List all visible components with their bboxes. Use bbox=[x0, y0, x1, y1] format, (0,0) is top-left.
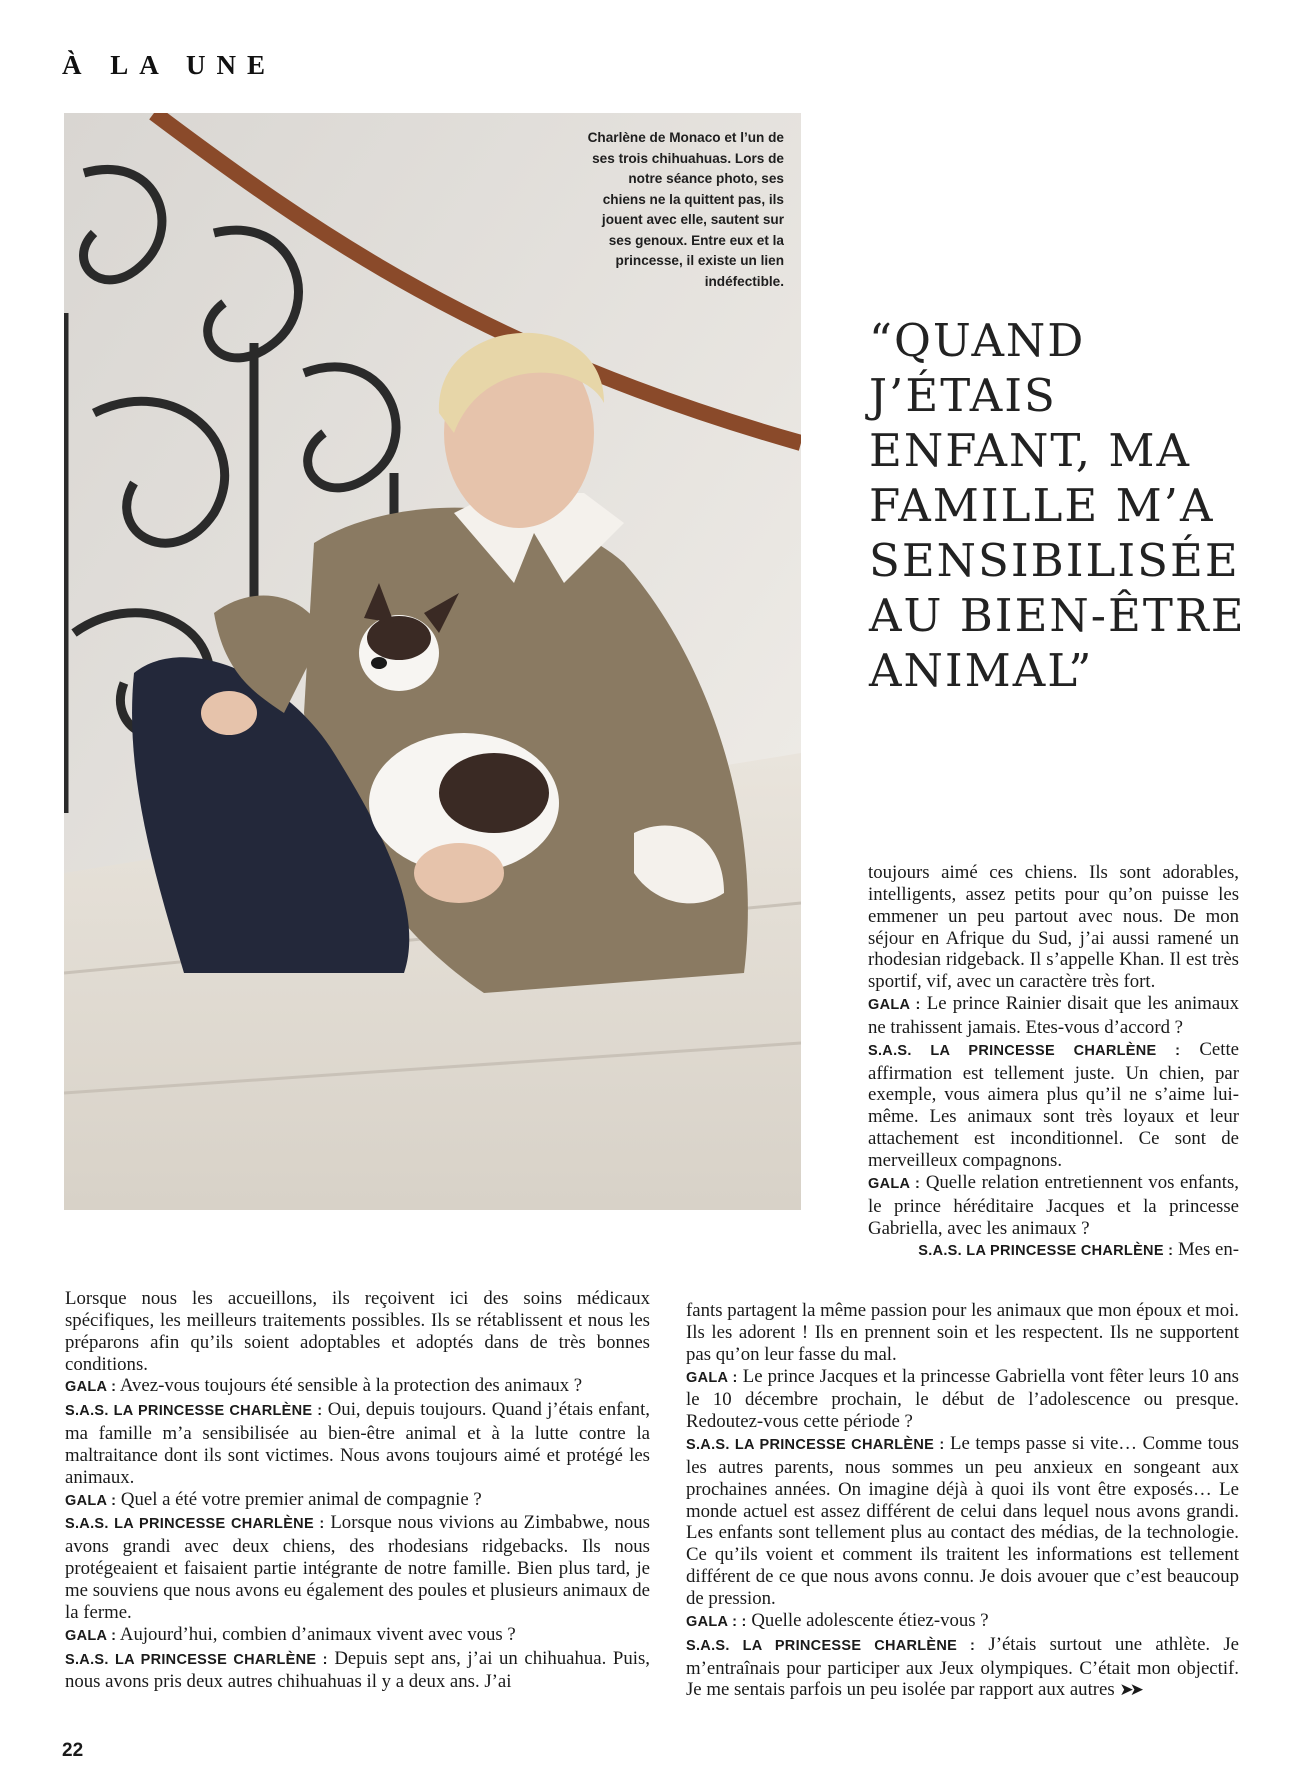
continue-arrow-icon: ➤➤ bbox=[1119, 1680, 1140, 1701]
interview-question: GALA : Le prince Jacques et la princesse Gabriella vont fêter leurs 10 ans le 10 décembre prochain, le début de l’adolescence ou presque. Redoutez-vous cette période ? bbox=[686, 1365, 1239, 1433]
gala-label: GALA : bbox=[868, 1175, 921, 1192]
photo-caption: Charlène de Monaco et l’un de ses trois chihuahuas. Lors de notre séance photo, ses chiens ne la quittent pas, ils jouent avec elle, sautent sur ses genoux. Entre eux et la princesse, il existe un lien indéfectible. bbox=[587, 130, 784, 289]
princess-label: S.A.S. LA PRINCESSE CHARLÈNE : bbox=[918, 1243, 1174, 1260]
gala-label: GALA : bbox=[686, 1369, 738, 1386]
princess-label: S.A.S. LA PRINCESSE CHARLÈNE : bbox=[686, 1637, 976, 1654]
interview-answer: S.A.S. LA PRINCESSE CHARLÈNE : J’étais surtout une athlète. Je m’entraînais pour participer aux Jeux olympiques. C’était mon objectif. Je me sentais parfois un peu isolée par rapport aux autres ➤➤ bbox=[686, 1633, 1239, 1701]
princess-label: S.A.S. LA PRINCESSE CHARLÈNE : bbox=[868, 1042, 1181, 1059]
interview-question: GALA : Aujourd’hui, combien d’animaux vivent avec vous ? bbox=[65, 1623, 516, 1645]
princess-label: S.A.S. LA PRINCESSE CHARLÈNE : bbox=[65, 1516, 325, 1533]
interview-answer: S.A.S. LA PRINCESSE CHARLÈNE : Le temps passe si vite… Comme tous les autres parents, nous sommes un peu anxieux en songeant aux prochaines années. On imagine déjà à quoi ils vont être exposés… Le monde actuel est assez différent de celui dans lequel nous avons grandi. Les enfants sont tellement plus au contact des médias, de la technologie. Ce qu’ils voient et comment ils traitent les informations est tellement différent de ce que nous avons connu. Je dois avouer que c’est beaucoup de pression. bbox=[686, 1433, 1239, 1609]
page-number: 22 bbox=[62, 1740, 84, 1761]
interview-question: GALA : Quelle relation entretiennent vos enfants, le prince héréditaire Jacques et la princesse Gabriella, avec les animaux ? bbox=[868, 1171, 1239, 1239]
gala-label: GALA : bbox=[868, 997, 921, 1014]
paragraph: toujours aimé ces chiens. Ils sont adorables, intelligents, assez petits pour qu’on puisse les emmener un peu partout avec nous. De mon séjour en Afrique du Sud, j’ai aussi ramené un rhodesian ridgeback. Il s’appelle Khan. Il est très sportif, vif, avec un caractère très fort. bbox=[868, 862, 1239, 993]
column-right-bottom bbox=[686, 1300, 1239, 1702]
pull-quote: “QUAND J’ÉTAIS ENFANT, MA FAMILLE M’A SENSIBILISÉE AU BIEN-ÊTRE ANIMAL” bbox=[869, 314, 1246, 697]
interview-answer: S.A.S. LA PRINCESSE CHARLÈNE : Oui, depuis toujours. Quand j’étais enfant, ma famille m’a sensibilisée au bien-être animal et à la lutte contre la maltraitance dont ils sont victimes. Nous avons toujours aimé et protégé les animaux. bbox=[65, 1399, 650, 1488]
interview-question: GALA : Le prince Rainier disait que les animaux ne trahissent jamais. Etes-vous d’accord ? bbox=[868, 993, 1239, 1038]
column-left bbox=[65, 1288, 650, 1693]
interview-question: GALA : Quel a été votre premier animal de compagnie ? bbox=[65, 1488, 482, 1510]
princess-label: S.A.S. LA PRINCESSE CHARLÈNE : bbox=[65, 1403, 323, 1420]
column-right-top bbox=[868, 862, 1239, 1263]
section-rubric: À LA UNE bbox=[62, 50, 277, 80]
interview-answer: S.A.S. LA PRINCESSE CHARLÈNE : Lorsque nous vivions au Zimbabwe, nous avons grandi avec deux chiens, des rhodesians ridgebacks. Ils nous protégeaient et faisaient partie intégrante de notre famille. Bien plus tard, je me souviens que nous avons eu également des poules et plusieurs animaux de la ferme. bbox=[65, 1512, 650, 1623]
interview-question: GALA : Avez-vous toujours été sensible à la protection des animaux ? bbox=[65, 1375, 583, 1397]
gala-label: GALA : bbox=[65, 1492, 117, 1509]
gala-label: GALA : : bbox=[686, 1613, 747, 1630]
gala-label: GALA : bbox=[65, 1627, 117, 1644]
princess-label: S.A.S. LA PRINCESSE CHARLÈNE : bbox=[65, 1651, 328, 1668]
interview-answer: S.A.S. LA PRINCESSE CHARLÈNE : Depuis sept ans, j’ai un chihuahua. Puis, nous avons pris deux autres chihuahuas il y a deux ans. J’ai bbox=[65, 1647, 650, 1693]
paragraph: Lorsque nous les accueillons, ils reçoivent ici des soins médicaux spécifiques, les meilleurs traitements possibles. Ils se rétablissent et nous les préparons afin qu’ils soient adoptables et adoptés dans de très bonnes conditions. bbox=[65, 1288, 650, 1375]
interview-answer: S.A.S. LA PRINCESSE CHARLÈNE : Mes en- bbox=[918, 1239, 1239, 1261]
gala-label: GALA : bbox=[65, 1379, 117, 1396]
interview-question: GALA : : Quelle adolescente étiez-vous ? bbox=[686, 1609, 989, 1631]
princess-label: S.A.S. LA PRINCESSE CHARLÈNE : bbox=[686, 1437, 945, 1454]
interview-answer-continued: fants partagent la même passion pour les animaux que mon époux et moi. Ils les adorent ! Ils en prennent soin et les respectent. Ils ne supportent pas qu’on leur fasse du mal. bbox=[686, 1300, 1239, 1365]
portrait-photo bbox=[64, 113, 801, 1210]
interview-answer: S.A.S. LA PRINCESSE CHARLÈNE : Cette affirmation est tellement juste. Un chien, par exemple, vous aimera plus qu’il ne s’aime lui-même. Les animaux sont très loyaux et leur attachement est inconditionnel. Ce sont de merveilleux compagnons. bbox=[868, 1038, 1239, 1171]
